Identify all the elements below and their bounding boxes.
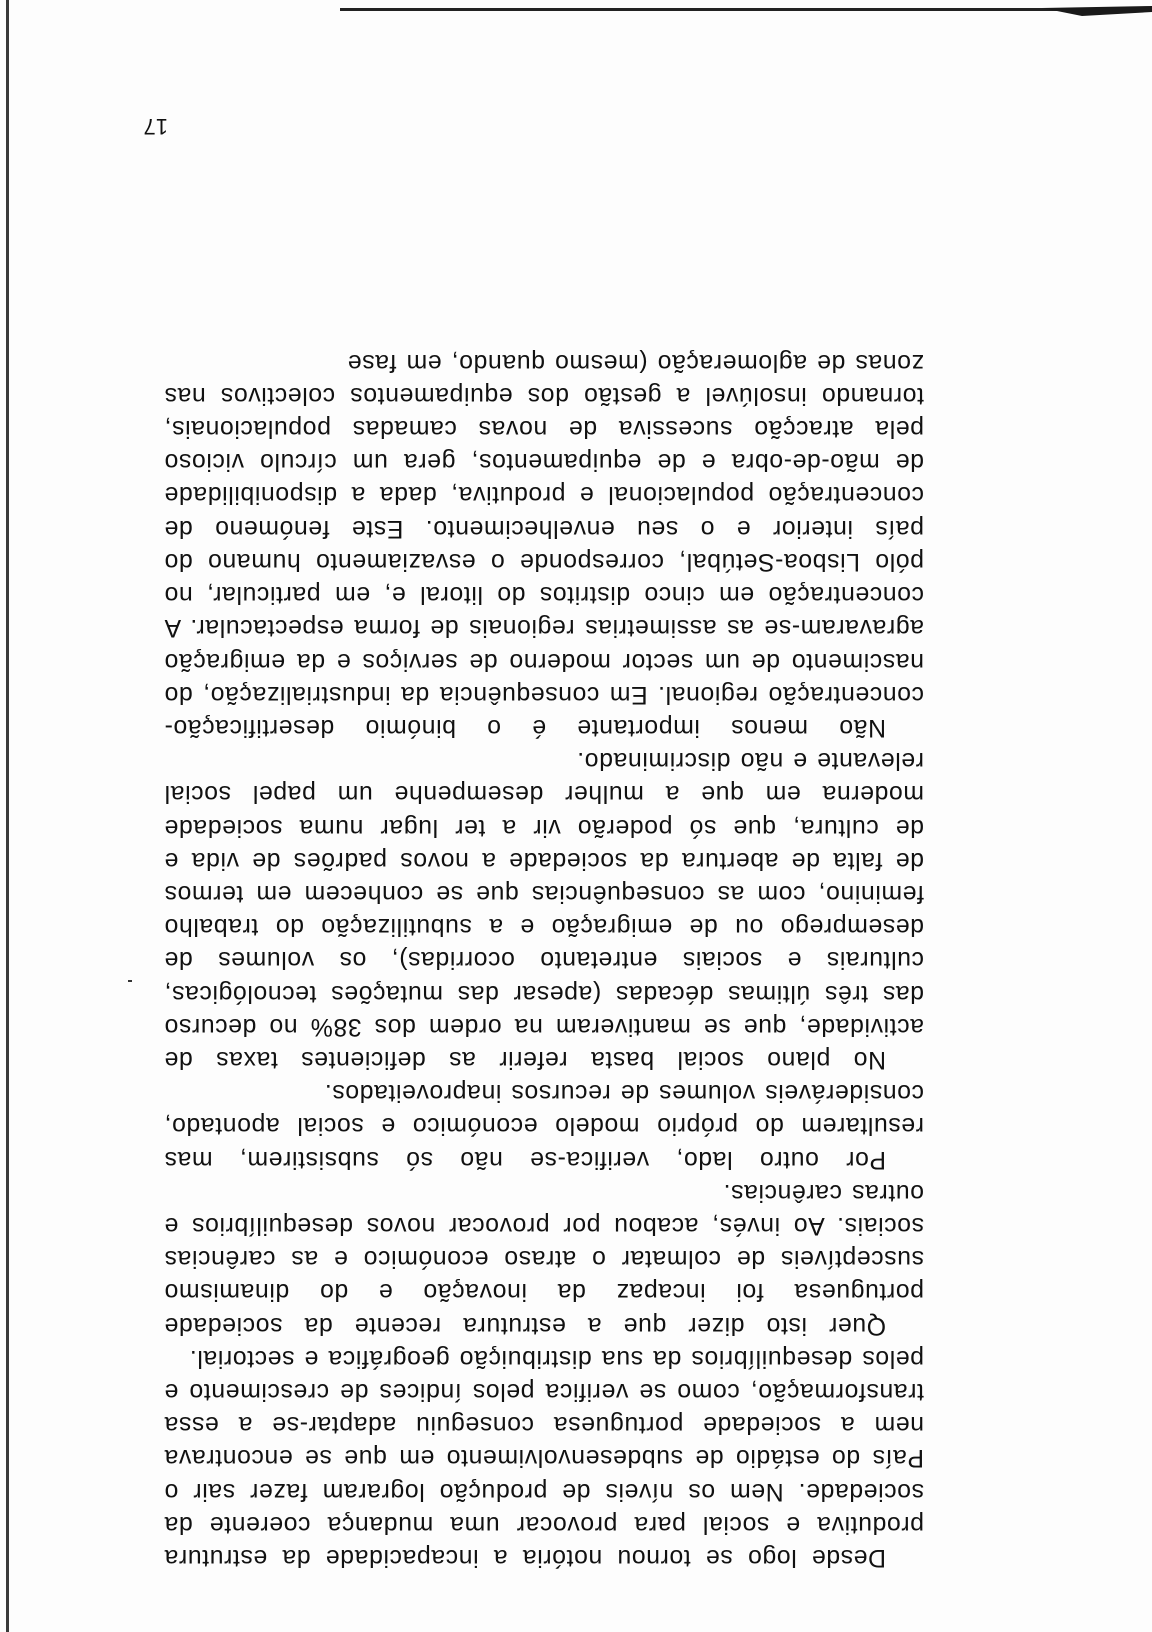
paragraph: No plano social basta referir as deficientes taxas de actividade, que se mantiveram na ordem dos 38% no decurso das três últimas décadas (apesar das mutações tecnológicas, culturais e sociais entretanto ocorridas), os volumes de desemprego ou de emigração e a subutilização do trabalho feminino, com as consequências que se conhecem em termos de falta de abertura da sociedade a novos padrões de vida e de cultura, que só poderão vir a ter lugar numa sociedade moderna em que a mulher desempenhe um papel social relevante e não discriminado. — [164, 747, 924, 1073]
paragraph: Não menos importante é o binómio desertificação-concentração regional. Em consequência da industrialização, do nascimento de um sector moderno de serviços e da emigração agravaram-se as assimetrias regionais de forma espectacular. A concentração em cinco distritos do litoral e, em particular, no pólo Lisboa-Setúbal, corresponde o esvaziamento humano do país interior e o seu envelhecimento. Este fenómeno de concentração populacional e produtiva, dada a disponibilidade de mão-de-obra e de equipamentos, gera um círculo vicioso pela atracção sucessiva de novas camadas populacionais, tornando insolúvel a gestão dos equipamentos colectivos nas zonas de aglomeração (mesmo quando, em fase — [164, 348, 924, 741]
paragraph: Quer isto dizer que a estrutura recente da sociedade portuguesa foi incapaz da inovação e do dinamismo susceptíveis de colmatar o atraso económico e as carências sociais. Ao invés, acabou por provocar novos desequilíbrios e outras carências. — [164, 1178, 924, 1339]
paragraph: Desde logo se tornou notória a incapacidade da estrutura produtiva e social para provocar uma mudança coerente da sociedade. Nem os níveis de produção lograram fazer sair o País do estádio de subdesenvolvimento em que se encontrava nem a sociedade portuguesa conseguiu adaptar-se a essa transformação, como se verifica pelos índices de crescimento e pelos desequilíbrios da sua distribuição geográfica e sectorial. — [164, 1344, 924, 1571]
page-number: 17 — [143, 114, 168, 139]
body-text — [164, 345, 924, 1574]
paragraph: Por outro lado, verifica-se não só subsistirem, mas resultarem do próprio modelo económico e social apontado, consideráveis volumes de recursos inaproveitados. — [164, 1079, 924, 1173]
